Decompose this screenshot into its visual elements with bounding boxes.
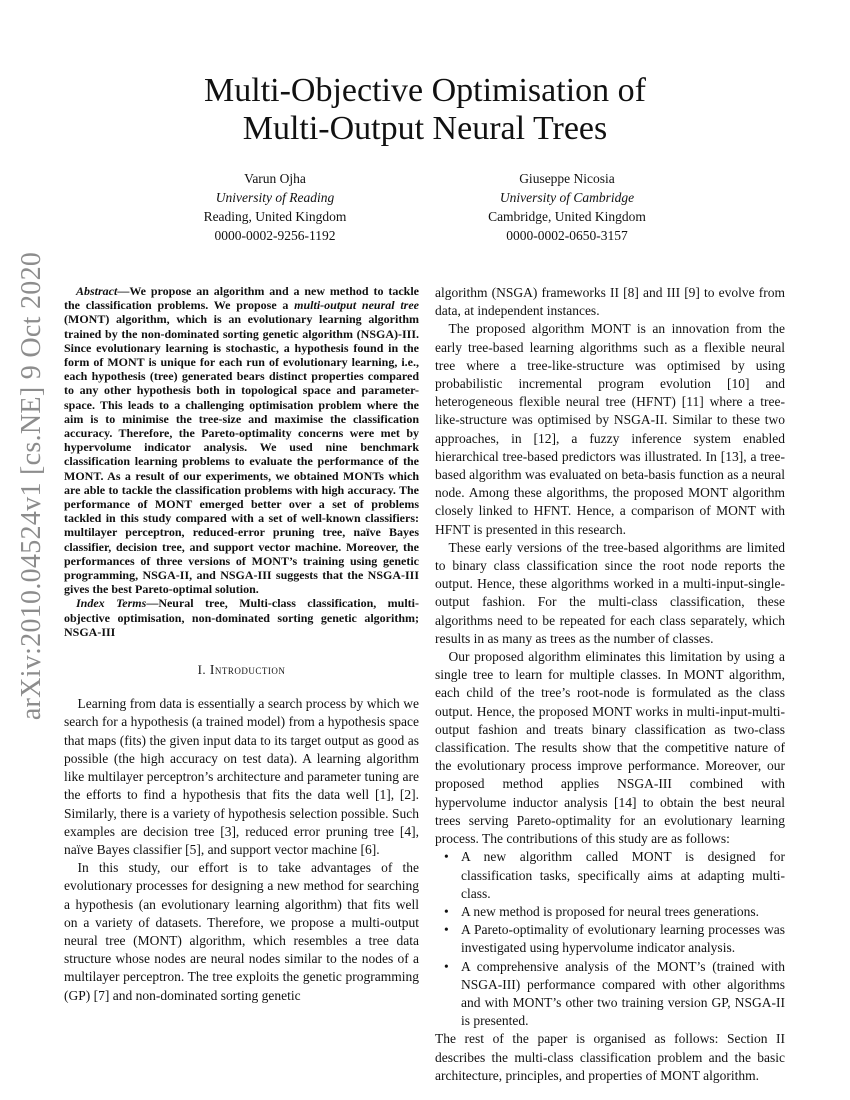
author-block-2 [417, 169, 717, 245]
paragraph: Learning from data is essentially a search process by which we search for a hypothesis (a trained model) from a hypothesis space that maps (fits) the given input data to its target output as good as possible (the high accuracy on test data). A learning algorithm like multilayer perceptron’s architecture and parameter tuning are the efforts to find a hypothesis that fits the data well [1], [2]. Similarly, there is a variety of hypothesis selection possible. Such examples are decision tree [3], reduced error pruning tree [4], naïve Bayes classifier [5], and support vector machine [6]. [64, 696, 419, 857]
left-column [64, 284, 419, 1005]
index-terms-text: Neural tree, Multi-class classification, multi-objective optimisation, non-dominated sorting genetic algorithm; NSGA-III [64, 596, 419, 639]
list-item: • A comprehensive analysis of the MONT’s (trained with NSGA-III) performance compared with other algorithms and with MONT’s other two training version GP, NSGA-II is presented. [461, 958, 785, 1031]
section-number: I. [197, 662, 207, 678]
abstract-dash: — [117, 284, 130, 298]
author-orcid: 0000-0002-9256-1192 [214, 228, 336, 243]
list-item: • A new method is proposed for neural trees generations. [461, 903, 785, 921]
section-title: Introduction [209, 662, 286, 678]
section-heading [64, 661, 419, 679]
author-location: Reading, United Kingdom [203, 209, 347, 224]
abstract-label: Abstract [76, 284, 118, 298]
abstract [64, 284, 419, 596]
paper-title [0, 72, 850, 148]
list-item: • A Pareto-optimality of evolutionary learning processes was investigated using hypervolume indicator analysis. [461, 921, 785, 957]
paragraph: algorithm (NSGA) frameworks II [8] and III [9] to evolve from data, at independent instances. [435, 285, 785, 319]
author-block-1 [125, 169, 425, 245]
arxiv-id: arXiv:2010.04524v1 [cs.NE] 9 Oct 2020 [16, 251, 47, 721]
author-affiliation: University of Reading [215, 190, 335, 205]
abstract-text-2: (MONT) algorithm, which is an evolutionary learning algorithm trained by the non-dominated sorting genetic algorithm (NSGA)-III. Since evolutionary learning is stochastic, a hypothesis found in the form of MONT is unique for each run of evolutionary learning, i.e., each hypothesis (tree) generated bears distinct properties compared to any other hypothesis both in topological space and parameter-space. This leads to a challenging optimisation problem where the aim is to minimise the tree-size and maximise the classification accuracy. Therefore, the Pareto-optimality concerns were met by hypervolume indicator analysis. We used nine benchmark classification learning problems to evaluate the performance of the MONT. As a result of our experiments, we obtained MONTs which are able to tackle the classification problems with high accuracy. The performance of MONT emerged better over a set of problems tackled in this study compared with a set of well-known classifiers: multilayer perceptron, reduced-error pruning tree, naïve Bayes classifier, decision tree, and support vector machine. Moreover, the performances of three versions of MONT’s training using genetic programming, NSGA-II, and NSGA-III suggests that the NSGA-III gives the best Pareto-optimal solution. [64, 312, 419, 597]
paragraph: The rest of the paper is organised as follows: Section II describes the multi-class classification problem and the basic architecture, principles, and properties of MONT algorithm. [435, 1031, 785, 1083]
title-line-2: Multi-Output Neural Trees [242, 110, 608, 147]
title-line-1: Multi-Objective Optimisation of [204, 72, 646, 109]
paragraph: In this study, our effort is to take advantages of the evolutionary processes for designing a new method for searching a hypothesis (an evolutionary learning algorithm) that fits well on a variety of datasets. Therefore, we propose a multi-output neural tree (MONT) algorithm, which resembles a tree data structure whose nodes are neural nodes similar to the nodes of a multilayer perceptron. The tree exploits the genetic programming (GP) [7] and non-dominated sorting genetic [64, 860, 419, 1003]
index-terms-label: Index Terms [76, 596, 147, 611]
author-location: Cambridge, United Kingdom [488, 209, 646, 224]
author-name: Giuseppe Nicosia [519, 171, 615, 186]
index-terms [64, 596, 419, 639]
arxiv-watermark [4, 251, 60, 721]
author-orcid: 0000-0002-0650-3157 [506, 228, 628, 243]
list-item: • A new algorithm called MONT is designed for classification tasks, specifically aims at adapting multi-class. [461, 848, 785, 903]
paragraph: Our proposed algorithm eliminates this limitation by using a single tree to learn for multiple classes. In MONT algorithm, each child of the tree’s root-node is formulated as the class output. Hence, the proposed MONT works in multi-input-multi-output fashion and treats binary classification as two-class classification. The results show that the competitive nature of the evolutionary process improve performance. Moreover, our proposed method applies NSGA-III combined with hypervolume inductor analysis [14] to obtain the best neural trees serving Pareto-optimality for an evolutionary learning process. The contributions of this study are as follows: [435, 649, 785, 847]
index-terms-dash: — [146, 596, 159, 611]
author-affiliation: University of Cambridge [499, 190, 635, 205]
contributions-list [435, 848, 785, 1030]
right-column [435, 284, 785, 1085]
abstract-emphasis: multi-output neural tree [294, 298, 419, 313]
paragraph: These early versions of the tree-based algorithms are limited to binary class classification since the root node reports the output. Hence, these algorithms worked in a multi-input-single-output fashion. For the multi-class classification, these algorithms need to be repeated for each class separately, which results in as many as trees as the number of classes. [435, 539, 785, 646]
paragraph: The proposed algorithm MONT is an innovation from the early tree-based learning algorithms such as a flexible neural tree where a tree-like-structure was optimised by using probabilistic incremental program evolution [10] and heterogeneous flexible neural tree (HFNT) [11] where a tree-like-structure was optimised by NSGA-II. Similar to these two approaches, in [12], a fuzzy inference system enabled hierarchical tree-based predictors was illustrated. In [13], a tree-based algorithm was evaluated on beta-basis function as a neural node. Among these algorithms, the proposed MONT algorithm closely linked to HFNT. Hence, a comparison of MONT with HFNT is presented in this research. [435, 321, 785, 537]
author-name: Varun Ojha [244, 171, 306, 186]
abstract-text-1: We propose an algorithm and a new method to tackle the classification problems. We propose a [64, 284, 419, 313]
